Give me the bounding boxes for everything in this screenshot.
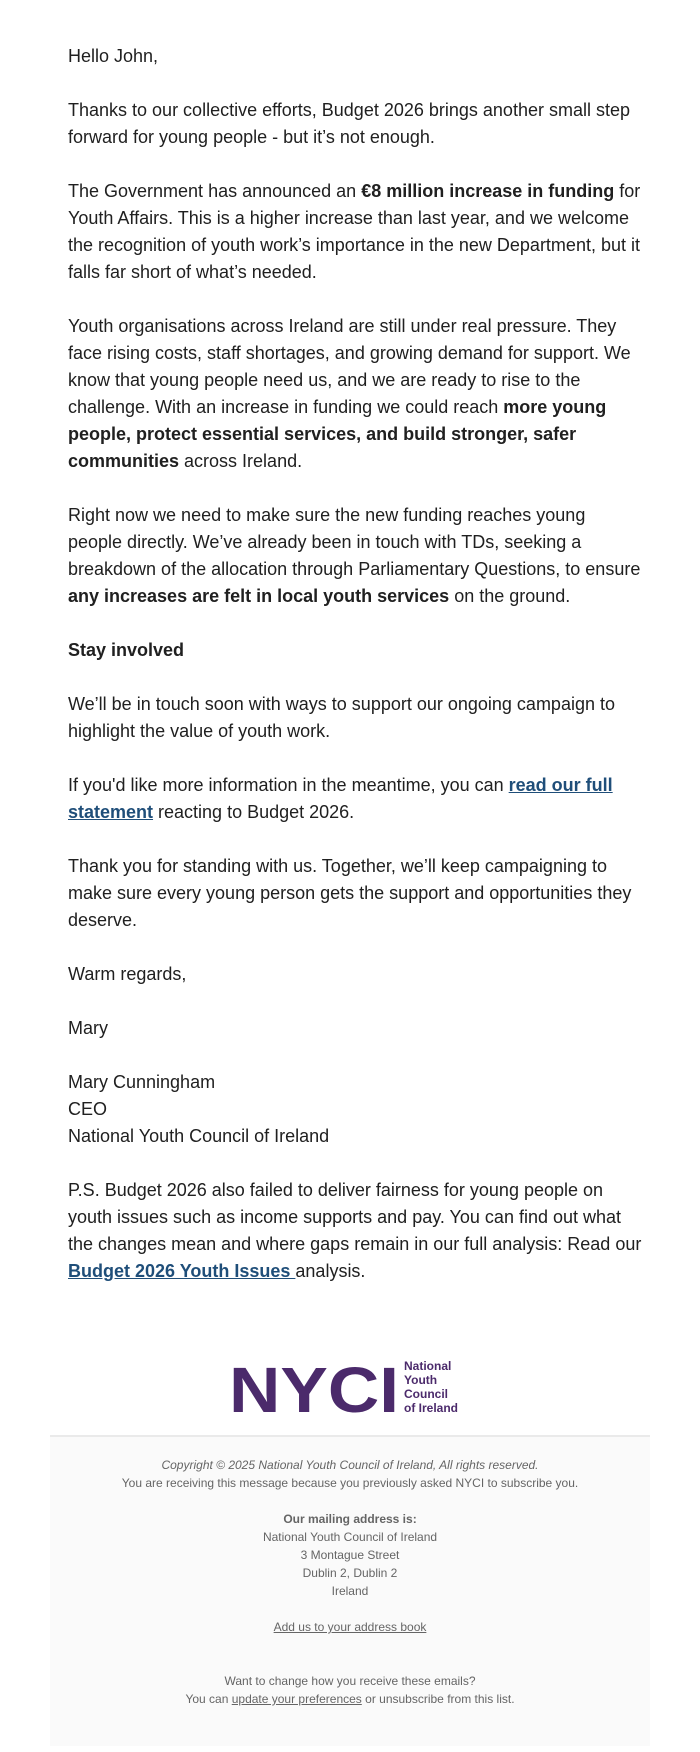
text: on the ground.: [449, 586, 571, 606]
signature-name: Mary Cunningham: [68, 1072, 216, 1092]
text: across Ireland.: [179, 451, 303, 471]
logo-line-2: Youth: [404, 1373, 438, 1387]
update-preferences-link[interactable]: update your preferences: [231, 1692, 362, 1706]
address-line-3: Dublin 2, Dublin 2: [302, 1566, 398, 1580]
statement-link[interactable]: read our full statement: [68, 775, 613, 822]
text: Youth organisations across Ireland are still under real pressure. They face rising costs, staff shortages, and growing demand for support. We know that young people need us, and we are ready to rise to the challenge. With an increase in funding we could reach: [68, 316, 631, 417]
signature-title: CEO: [68, 1099, 108, 1119]
text: If you'd like more information in the meantime, you can: [68, 775, 509, 795]
text: analysis.: [295, 1261, 366, 1281]
address-line-2: 3 Montague Street: [300, 1548, 400, 1562]
paragraph-funding: [68, 178, 642, 286]
nyci-logo[interactable]: [229, 1356, 474, 1418]
text: or unsubscribe from this list.: [361, 1692, 515, 1706]
sign-off: Warm regards,: [68, 964, 187, 984]
paragraph-campaign: We’ll be in touch soon with ways to support our ongoing campaign to highlight the value of youth work.: [68, 694, 615, 741]
change-question: Want to change how you receive these emails?: [224, 1674, 476, 1688]
sender-first-name: Mary: [68, 1018, 108, 1038]
stay-involved-heading: [68, 637, 642, 664]
paragraph-intro: Thanks to our collective efforts, Budget 2026 brings another small step forward for young people - but it’s not enough.: [68, 100, 630, 147]
postscript: [68, 1177, 642, 1285]
text: for Youth Affairs. This is a higher increase than last year, and we welcome the recognition of youth work’s importance in the new Department, but it falls far short of what’s needed.: [68, 181, 641, 282]
address-book-link[interactable]: Add us to your address book: [273, 1620, 427, 1634]
bold-text: €8 million increase in funding: [361, 181, 615, 201]
signature-block: [68, 1069, 642, 1150]
logo-wordmark: NYCI: [229, 1356, 399, 1418]
mailing-address-title: Our mailing address is:: [283, 1512, 417, 1526]
nyci-logo-graphic: [229, 1356, 474, 1418]
greeting: Hello John,: [68, 46, 159, 66]
preferences-line: [50, 1690, 650, 1708]
copyright-text: Copyright © 2025 National Youth Council of Ireland, All rights reserved.: [161, 1458, 539, 1472]
logo-line-1: National: [404, 1359, 452, 1373]
text: The Government has announced an: [68, 181, 362, 201]
address-line-1: National Youth Council of Ireland: [262, 1530, 438, 1544]
youth-issues-link[interactable]: Budget 2026 Youth Issues: [68, 1261, 296, 1281]
text: reacting to Budget 2026.: [153, 802, 355, 822]
paragraph-statement: [68, 772, 642, 826]
text: P.S. Budget 2026 also failed to deliver fairness for young people on youth issues such as income supports and pay. You can find out what the changes mean and where gaps remain in our full analysis: Read our: [68, 1180, 642, 1254]
bold-text: more young people, protect essential services, and build stronger, safer communities: [68, 397, 607, 471]
text: Right now we need to make sure the new funding reaches young people directly. We’ve already been in touch with TDs, seeking a breakdown of the allocation through Parliamentary Questions, to ensure: [68, 505, 641, 579]
logo-line-4: of Ireland: [404, 1401, 459, 1415]
address-line-4: Ireland: [331, 1584, 369, 1598]
subscription-reason: You are receiving this message because you previously asked NYCI to subscribe you.: [121, 1476, 579, 1490]
paragraph-tds: [68, 502, 642, 610]
email-footer: [50, 1435, 650, 1746]
heading-text: Stay involved: [68, 640, 185, 660]
paragraph-thanks: Thank you for standing with us. Together, we’ll keep campaigning to make sure every young person gets the support and opportunities they deserve.: [68, 856, 632, 930]
logo-line-3: Council: [404, 1387, 448, 1401]
paragraph-pressure: [68, 313, 642, 475]
text: You can: [185, 1692, 232, 1706]
signature-org: National Youth Council of Ireland: [68, 1126, 330, 1146]
bold-text: any increases are felt in local youth services: [68, 586, 450, 606]
email-content: [68, 43, 642, 1312]
